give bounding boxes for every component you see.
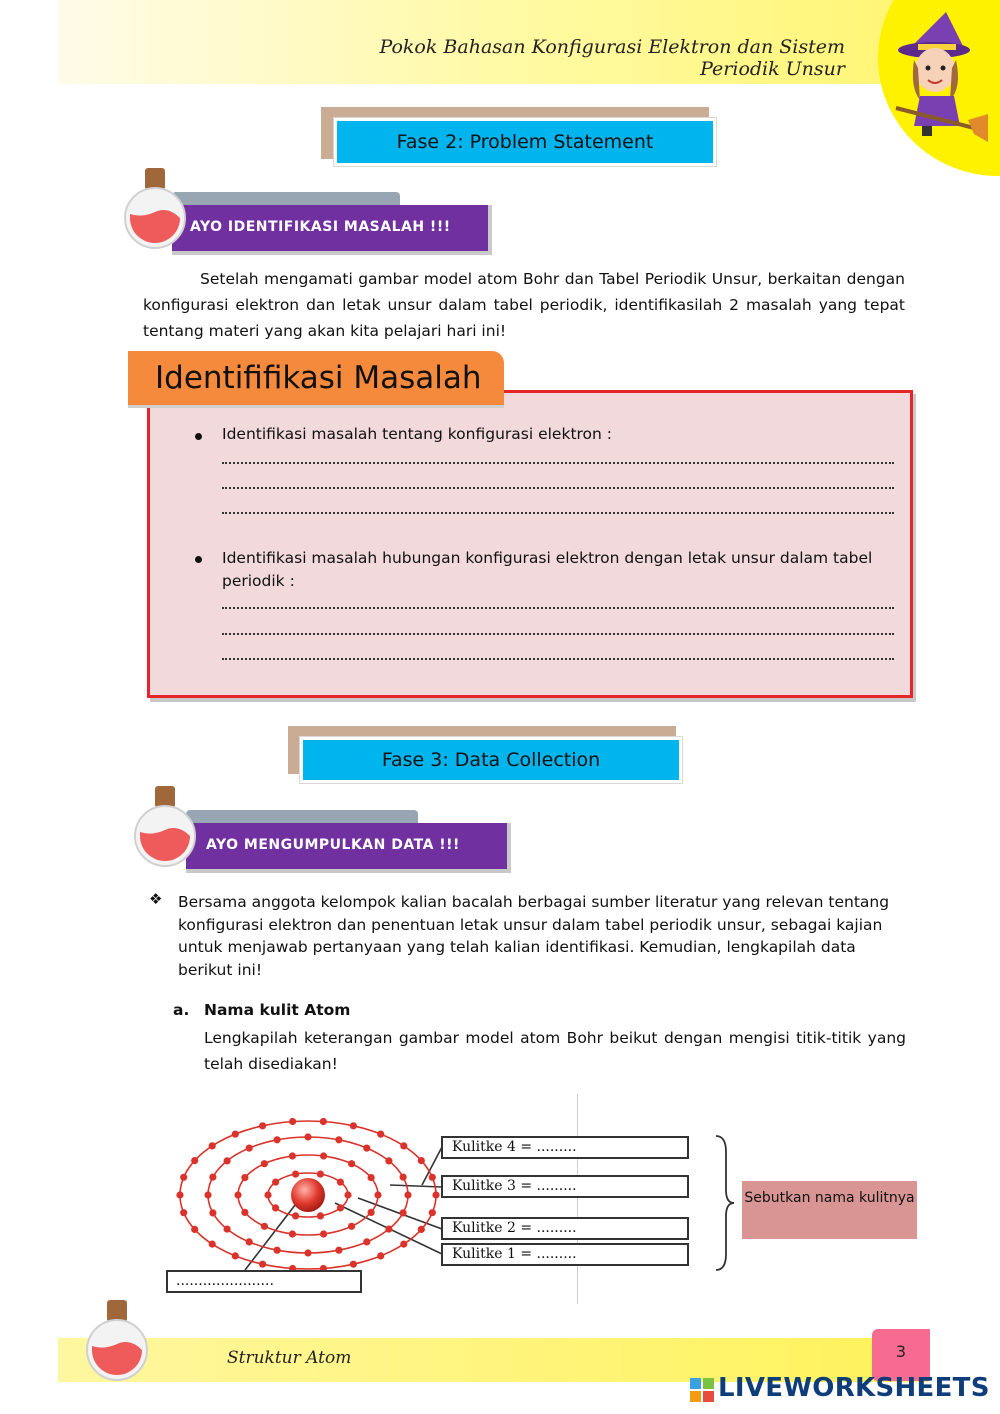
electron [348, 1223, 355, 1230]
electron [292, 1171, 299, 1178]
bullet-2-text: Identifikasi masalah hubungan konfigurasi elektron dengan letak unsur dalam tabel periodik : [222, 549, 873, 590]
hint-box: Sebutkan nama kulitnya [742, 1181, 917, 1239]
answer-line[interactable] [222, 462, 894, 464]
kulit2-label-box[interactable]: Kulitke 2 = ......... [441, 1217, 689, 1240]
nucleus [291, 1178, 325, 1212]
page-number: 3 [895, 1342, 907, 1361]
electron [259, 1261, 266, 1268]
electron [241, 1209, 248, 1216]
electron [191, 1226, 198, 1233]
electron [429, 1209, 436, 1216]
electron [429, 1174, 436, 1181]
electron [348, 1160, 355, 1167]
electron [304, 1249, 311, 1256]
ayo1-banner: AYO IDENTIFIKASI MASALAH !!! [172, 205, 492, 255]
electron [261, 1223, 268, 1230]
potion-icon [130, 784, 200, 868]
kulit3-label-box[interactable]: Kulitke 3 = ......... [441, 1175, 689, 1198]
electron [335, 1136, 342, 1143]
electron [209, 1209, 216, 1216]
electron [259, 1122, 266, 1129]
potion-icon [82, 1298, 152, 1382]
electron [377, 1131, 384, 1138]
bullet-2-dot [195, 556, 202, 563]
section-a-marker: a. [173, 1001, 190, 1019]
electron [232, 1131, 239, 1138]
electron [400, 1174, 407, 1181]
electron [317, 1171, 324, 1178]
electron [264, 1191, 271, 1198]
answer-line[interactable] [222, 512, 894, 514]
curly-brace [712, 1134, 736, 1272]
electron [400, 1209, 407, 1216]
bullet-1-dot [195, 433, 202, 440]
electron [289, 1230, 296, 1237]
liveworksheets-logo-icon [690, 1378, 714, 1402]
electron [363, 1145, 370, 1152]
electron [400, 1142, 407, 1149]
electron [241, 1174, 248, 1181]
electron [180, 1209, 187, 1216]
kulit4-label-box[interactable]: Kulitke 4 = ......... [441, 1136, 689, 1159]
electron [418, 1226, 425, 1233]
electron [368, 1174, 375, 1181]
electron [224, 1226, 231, 1233]
electron [191, 1157, 198, 1164]
electron [209, 1241, 216, 1248]
electron [374, 1191, 381, 1198]
bullet-1-text: Identifikasi masalah tentang konfigurasi elektron : [222, 425, 613, 443]
electron [337, 1179, 344, 1186]
electron [335, 1247, 342, 1254]
electron [292, 1212, 299, 1219]
electron [261, 1160, 268, 1167]
electron [272, 1179, 279, 1186]
electron [320, 1118, 327, 1125]
header-title: Pokok Bahasan Konfigurasi Elektron dan Sistem Periodik Unsur [379, 36, 845, 80]
footer-title: Struktur Atom [227, 1348, 352, 1368]
diamond-bullet-icon: ❖ [149, 890, 163, 908]
electron [377, 1252, 384, 1259]
electron [368, 1209, 375, 1216]
electron [350, 1122, 357, 1129]
electron [274, 1136, 281, 1143]
electron [224, 1157, 231, 1164]
electron [363, 1238, 370, 1245]
potion-icon [120, 166, 190, 250]
intro-paragraph: Setelah mengamati gambar model atom Bohr dan Tabel Periodik Unsur, berkaitan dengan konfigurasi elektron dan letak unsur dalam tabel periodik, identifikasilah 2 masalah yang tepat tentang materi yang akan kita pelajari hari ini! [143, 270, 905, 340]
electron [317, 1212, 324, 1219]
collect-paragraph: Bersama anggota kelompok kalian bacalah berbagai sumber literatur yang relevan tentang konfigurasi elektron dan penentuan letak unsur dalam tabel periodik unsur, sebagai kajian untuk menjawab pertanyaan yang telah kalian identifikasi. Kemudian, lengkapilah data berikut ini! [178, 893, 890, 979]
electron [274, 1247, 281, 1254]
electron [180, 1174, 187, 1181]
answer-line[interactable] [222, 658, 894, 660]
electron [385, 1157, 392, 1164]
answer-line[interactable] [222, 633, 894, 635]
section-a-title: Nama kulit Atom [204, 1001, 351, 1019]
electron [176, 1191, 183, 1198]
electron [350, 1261, 357, 1268]
phase2-banner: Fase 2: Problem Statement [334, 118, 716, 166]
nucleus-answer-box[interactable]: ...................... [166, 1270, 362, 1293]
answer-line[interactable] [222, 607, 894, 609]
electron [246, 1238, 253, 1245]
answer-line[interactable] [222, 487, 894, 489]
liveworksheets-brand: LIVEWORKSHEETS [718, 1373, 990, 1403]
electron [320, 1230, 327, 1237]
electron [337, 1204, 344, 1211]
section-a-instruction: Lengkapilah keterangan gambar model atom Bohr beikut dengan mengisi titik-titik yang telah disediakan! [204, 1029, 906, 1073]
electron [209, 1174, 216, 1181]
electron [418, 1157, 425, 1164]
witch-illustration [888, 8, 988, 143]
electron [400, 1241, 407, 1248]
ayo2-banner: AYO MENGUMPULKAN DATA !!! [186, 823, 511, 873]
electron [385, 1226, 392, 1233]
electron [232, 1252, 239, 1259]
kulit1-label-box[interactable]: Kulitke 1 = ......... [441, 1243, 689, 1266]
electron [344, 1191, 351, 1198]
phase3-banner: Fase 3: Data Collection [300, 737, 682, 783]
electron [246, 1145, 253, 1152]
electron [320, 1152, 327, 1159]
electron [234, 1191, 241, 1198]
electron [404, 1191, 411, 1198]
electron [272, 1204, 279, 1211]
electron [289, 1152, 296, 1159]
electron [289, 1118, 296, 1125]
electron [204, 1191, 211, 1198]
electron [432, 1191, 439, 1198]
electron [304, 1133, 311, 1140]
identifikasi-title: Identififikasi Masalah [155, 360, 482, 396]
electron [209, 1142, 216, 1149]
